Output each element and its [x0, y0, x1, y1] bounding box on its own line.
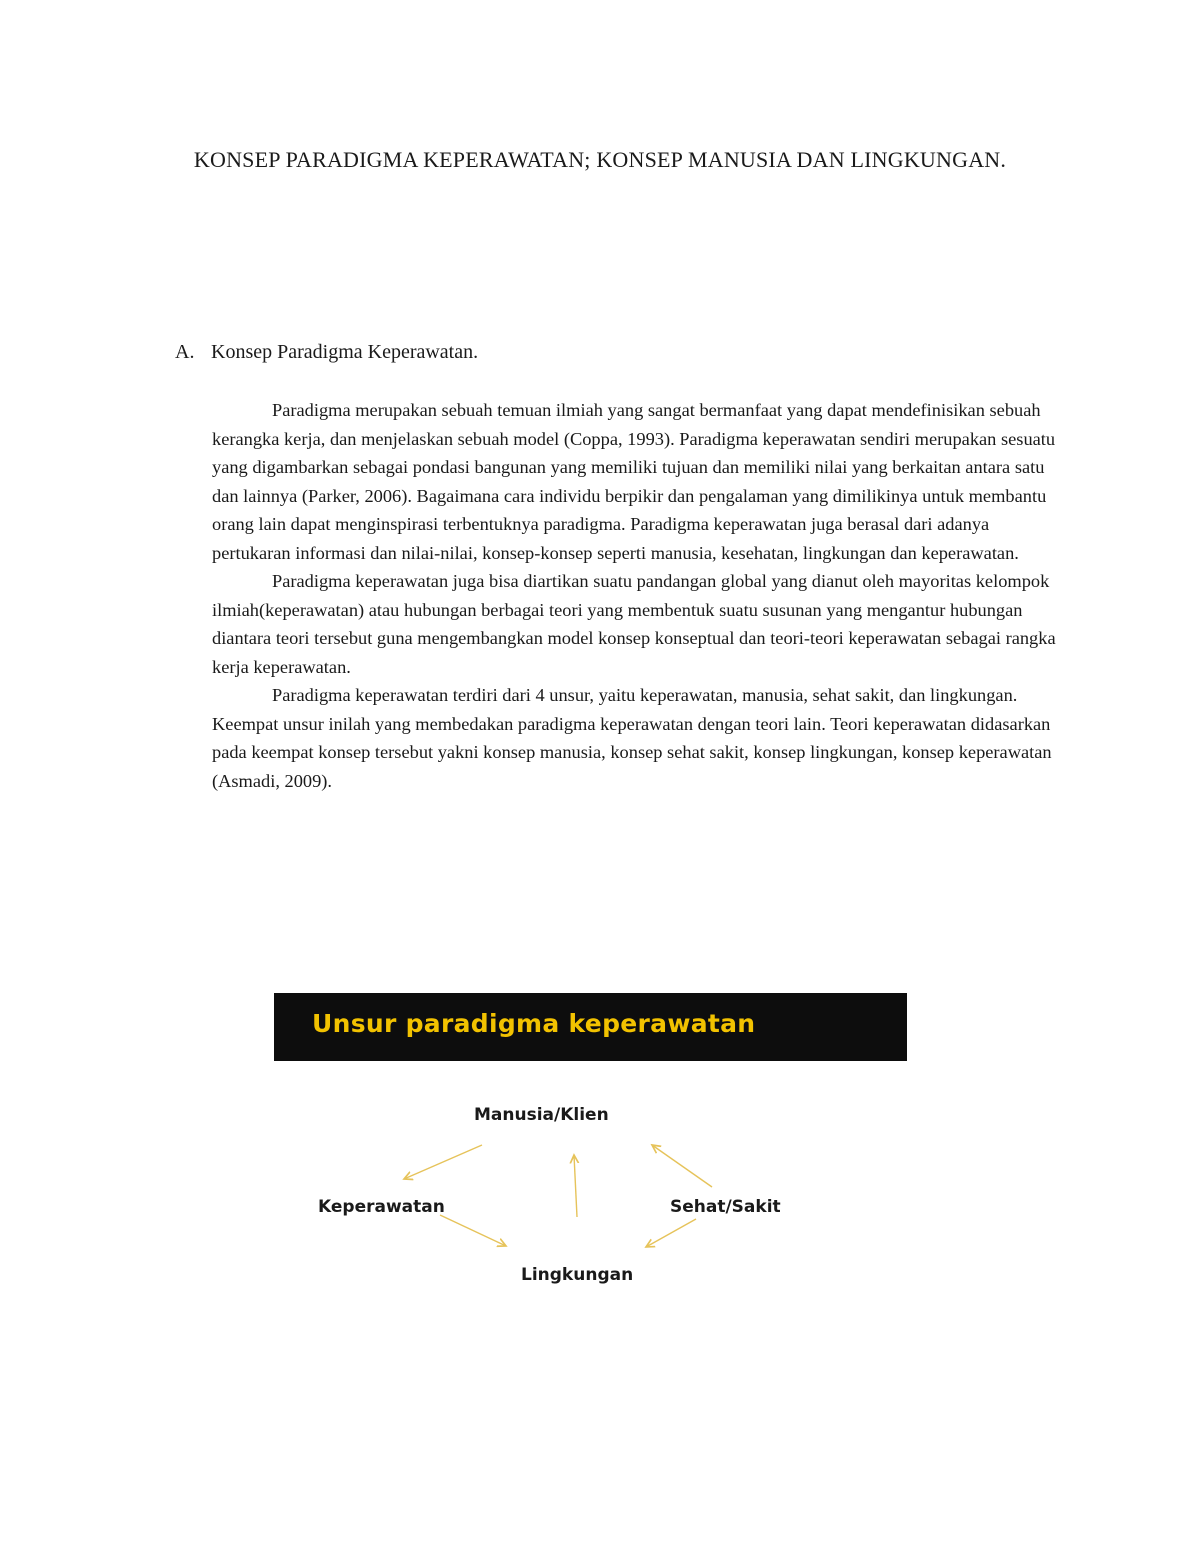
node-sehat-sakit: Sehat/Sakit [670, 1197, 781, 1217]
paragraph-1: Paradigma merupakan sebuah temuan ilmiah yang sangat bermanfaat yang dapat mendefinisikan sebuah kerangka kerja, dan menjelaskan sebuah model (Coppa, 1993). Paradigma keperawatan sendiri merupakan sesuatu yang digambarkan sebagai pondasi bangunan yang memiliki tujuan dan memiliki nilai yang berkaitan antara satu dan lainnya (Parker, 2006). Bagaimana cara individu berpikir dan pengalaman yang dimilikinya untuk membantu orang lain dapat menginspirasi terbentuknya paradigma. Paradigma keperawatan juga berasal dari adanya pertukaran informasi dan nilai-nilai, konsep-konsep seperti manusia, kesehatan, lingkungan dan keperawatan. [212, 400, 1056, 563]
node-keperawatan: Keperawatan [318, 1197, 445, 1217]
diagram-title: Unsur paradigma keperawatan [312, 1009, 756, 1038]
paragraph-2: Paradigma keperawatan juga bisa diartikan suatu pandangan global yang dianut oleh mayoritas kelompok ilmiah(keperawatan) atau hubungan berbagai teori yang membentuk suatu susunan yang mengantur hubungan diantara teori tersebut guna mengembangkan model konsep konseptual dan teori-teori keperawatan sebagai rangka kerja keperawatan. [212, 571, 1056, 677]
paradigm-diagram [274, 993, 907, 1293]
body-text [212, 396, 1062, 795]
diagram-arrows [274, 993, 907, 1293]
section-heading-text: Konsep Paradigma Keperawatan. [211, 341, 479, 363]
arrow-keperawatan-to-lingkungan [440, 1215, 506, 1246]
arrow-sehat-to-manusia [652, 1145, 712, 1187]
section-heading [175, 338, 478, 366]
section-marker: A. [175, 341, 195, 363]
node-manusia-klien: Manusia/Klien [474, 1105, 609, 1125]
document-title: KONSEP PARADIGMA KEPERAWATAN; KONSEP MANUSIA DAN LINGKUNGAN. [193, 147, 1007, 172]
arrow-lingkungan-to-manusia [574, 1155, 577, 1217]
arrow-manusia-to-keperawatan [404, 1145, 482, 1179]
paragraph-3: Paradigma keperawatan terdiri dari 4 unsur, yaitu keperawatan, manusia, sehat sakit, dan lingkungan. Keempat unsur inilah yang membedakan paradigma keperawatan dengan teori lain. Teori keperawatan didasarkan pada keempat konsep tersebut yakni konsep manusia, konsep sehat sakit, konsep lingkungan, konsep keperawatan (Asmadi, 2009). [212, 685, 1052, 791]
node-lingkungan: Lingkungan [521, 1265, 634, 1285]
arrow-sehat-to-lingkungan [646, 1219, 696, 1247]
